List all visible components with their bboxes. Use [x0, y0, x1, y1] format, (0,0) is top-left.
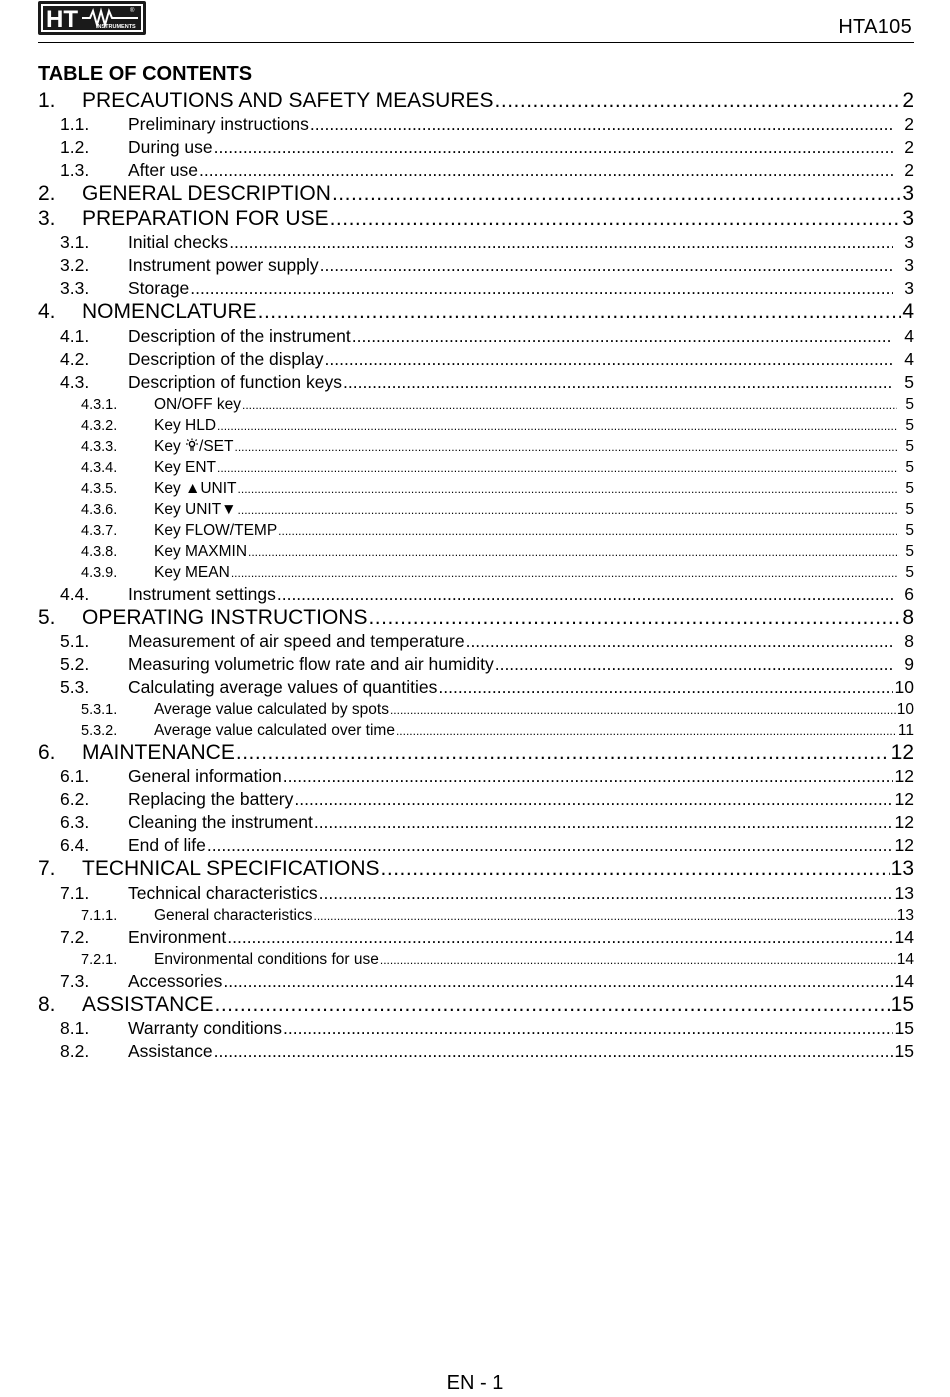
toc-entry-title [82, 182, 331, 206]
toc-entry[interactable] [38, 182, 914, 206]
toc-entry-page: 12 [894, 789, 914, 810]
dot-leader [214, 993, 889, 1017]
toc-entry-title-text: Warranty conditions [128, 1018, 282, 1039]
toc-entry-number: 8. [38, 992, 56, 1016]
dot-leader [368, 606, 901, 630]
toc-entry-title [82, 857, 380, 881]
toc-entry-page: 15 [894, 1041, 914, 1062]
toc-entry-title-text: OPERATING INSTRUCTIONS [82, 605, 368, 629]
toc-entry-number: 1. [38, 89, 56, 112]
toc-entry-title [154, 949, 379, 970]
toc-entry-title-text: Assistance [128, 1041, 213, 1062]
toc-entry-title [82, 741, 235, 765]
dot-leader [217, 416, 897, 436]
toc-entry[interactable] [38, 720, 914, 741]
toc-entry-number: 5.3.1. [81, 701, 118, 718]
toc-entry-number: 4.3.1. [81, 396, 118, 413]
dot-leader [223, 970, 893, 993]
toc-entry-title [128, 325, 351, 348]
toc-entry-page: 3 [902, 182, 914, 206]
toc-entry-title [128, 583, 276, 606]
toc-entry-page: 12 [894, 835, 914, 856]
toc-entry-title-text: Key ▲UNIT [154, 479, 237, 497]
toc-entry-number: 3.2. [60, 255, 90, 276]
toc-entry-number: 4.3.8. [81, 543, 118, 560]
toc-entry-page: 12 [894, 812, 914, 833]
toc-entry-page: 4 [904, 325, 914, 346]
dot-leader [190, 277, 893, 300]
dot-leader [390, 700, 896, 720]
toc-entry-title-text: Average value calculated by spots [154, 700, 389, 718]
toc-entry-page: 4 [904, 348, 914, 369]
dot-leader [248, 542, 897, 562]
toc-entry-title [128, 882, 318, 905]
toc-entry-page: 2 [902, 89, 914, 112]
toc-entry-page: 5 [905, 542, 914, 560]
toc-entry-number: 4.2. [60, 348, 90, 369]
toc-entry-page: 5 [905, 416, 914, 434]
toc-entry-title-text: Accessories [128, 970, 223, 991]
toc-entry-number: 4.1. [60, 325, 90, 346]
toc-entry-title [154, 457, 216, 478]
dot-leader [310, 113, 893, 136]
dot-leader [238, 500, 897, 520]
toc-entry-title [82, 993, 213, 1017]
toc-entry[interactable] [38, 207, 914, 231]
toc-entry-title [128, 113, 309, 136]
toc-entry[interactable] [38, 300, 914, 324]
dot-leader [278, 521, 897, 541]
toc-entry-title-text: Description of function keys [128, 371, 342, 392]
toc-entry-number: 4.3. [60, 371, 90, 392]
svg-text:®: ® [130, 8, 135, 14]
toc-entry-title [154, 541, 247, 562]
toc-entry-number: 4.3.6. [81, 501, 118, 518]
svg-text:INSTRUMENTS: INSTRUMENTS [96, 24, 136, 30]
toc-entry[interactable] [38, 741, 914, 765]
toc-entry-page: 5 [905, 563, 914, 581]
dot-leader [319, 882, 893, 905]
dot-leader [352, 325, 893, 348]
toc-entry[interactable] [38, 231, 914, 254]
toc-entry-number: 4.3.3. [81, 438, 118, 455]
dot-leader [343, 371, 893, 394]
toc-entry-page: 8 [904, 630, 914, 651]
toc-entry-number: 4.3.5. [81, 480, 118, 497]
toc-entry-number: 3. [38, 206, 56, 230]
dot-leader [495, 653, 893, 676]
toc-entry-title-text: Storage [128, 278, 190, 299]
toc-entry-title-text: Replacing the battery [128, 789, 294, 810]
toc-entry-number: 7.2.1. [81, 951, 118, 968]
page-footer: EN - 1 [446, 1372, 504, 1394]
toc-entry[interactable] [38, 113, 914, 136]
toc-entry-title-text: Description of the instrument [128, 325, 351, 346]
toc-entry-page: 3 [904, 232, 914, 253]
dot-leader [236, 741, 890, 765]
toc-entry-title-text: ON/OFF key [154, 395, 241, 413]
toc-entry-number: 3.1. [60, 232, 90, 253]
toc-entry[interactable] [38, 676, 914, 699]
toc-entry-title [128, 653, 494, 676]
toc-entry-number: 5. [38, 605, 56, 629]
toc-entry[interactable] [38, 325, 914, 348]
toc-entry-title [154, 436, 233, 457]
toc-entry-page: 5 [905, 458, 914, 476]
toc-entry-title-text: Average value calculated over time [154, 721, 395, 739]
toc-entry-page: 11 [897, 721, 914, 739]
toc-entry-title [154, 720, 395, 741]
toc-entry-title-text: Environment [128, 926, 227, 947]
toc-entry[interactable] [38, 788, 914, 811]
dot-leader [466, 630, 893, 653]
toc-entry-number: 7.1. [60, 882, 90, 903]
toc-entry-title [128, 159, 198, 182]
toc-entry-number: 1.2. [60, 137, 90, 158]
toc-entry-title [154, 478, 237, 499]
toc-entry-title-text: NOMENCLATURE [82, 300, 257, 324]
toc-entry[interactable] [38, 394, 914, 415]
toc-entry-title-text: Measurement of air speed and temperature [128, 630, 465, 651]
toc-entry-number: 1.3. [60, 160, 90, 181]
dot-leader [314, 906, 896, 926]
toc-entry-title [128, 788, 293, 811]
toc-entry[interactable] [38, 371, 914, 394]
toc-entry-page: 14 [894, 970, 914, 991]
document-code: HTA105 [838, 16, 912, 38]
toc-entry-title-suffix: /SET [199, 437, 234, 455]
toc-entry-title [82, 89, 494, 113]
toc-entry[interactable] [38, 89, 914, 113]
toc-entry-number: 3.3. [60, 278, 90, 299]
toc-entry-page: 6 [904, 583, 914, 604]
toc-entry-title-text: Key MAXMIN [154, 542, 248, 560]
toc-entry[interactable] [38, 834, 914, 857]
toc-entry-page: 15 [894, 1018, 914, 1039]
toc-entry[interactable] [38, 926, 914, 949]
toc-entry-title [154, 520, 277, 541]
toc-entry[interactable] [38, 949, 914, 970]
toc-entry[interactable] [38, 1040, 914, 1063]
toc-entry[interactable] [38, 562, 914, 583]
svg-text:HT: HT [46, 6, 78, 33]
toc-entry-title [128, 1017, 282, 1040]
toc-entry[interactable] [38, 457, 914, 478]
dot-leader [283, 765, 893, 788]
toc-entry-title-text: Technical characteristics [128, 882, 318, 903]
dot-leader [238, 479, 897, 499]
toc-entry-title [128, 834, 206, 857]
toc-entry-title-text: ASSISTANCE [82, 992, 214, 1016]
toc-entry[interactable] [38, 606, 914, 630]
toc-entry-page: 5 [905, 521, 914, 539]
dot-leader [214, 136, 893, 159]
toc-entry-title [128, 348, 324, 371]
toc-entry-title-text: General information [128, 766, 282, 787]
toc-entry-title-text: Initial checks [128, 232, 229, 253]
toc-entry[interactable] [38, 436, 914, 457]
dot-leader [320, 254, 893, 277]
dot-leader [380, 950, 896, 970]
page-header [38, 0, 914, 43]
toc-entry-page: 13 [896, 906, 914, 924]
toc-entry[interactable] [38, 159, 914, 182]
toc-entry[interactable] [38, 699, 914, 720]
table-of-contents [38, 89, 914, 1063]
toc-entry-number: 7.1.1. [81, 907, 118, 924]
toc-entry-page: 2 [904, 114, 914, 135]
toc-entry-number: 5.3.2. [81, 722, 118, 739]
toc-entry-title-text: End of life [128, 835, 206, 856]
dot-leader [231, 563, 897, 583]
dot-leader [438, 676, 893, 699]
toc-entry-title-text: Cleaning the instrument [128, 812, 313, 833]
toc-entry-page: 14 [896, 950, 914, 968]
toc-entry-title-text: Description of the display [128, 348, 324, 369]
toc-entry-number: 7.3. [60, 970, 90, 991]
toc-entry-number: 4.3.4. [81, 459, 118, 476]
toc-entry-title-text: Calculating average values of quantities [128, 676, 438, 697]
toc-entry[interactable] [38, 499, 914, 520]
toc-entry[interactable] [38, 993, 914, 1017]
toc-entry-number: 6.3. [60, 812, 90, 833]
toc-entry[interactable] [38, 1017, 914, 1040]
toc-entry-title [128, 254, 319, 277]
toc-entry[interactable] [38, 583, 914, 606]
toc-entry-title [128, 1040, 213, 1063]
toc-entry-title [128, 926, 226, 949]
toc-entry-number: 4.3.7. [81, 522, 118, 539]
toc-entry-title [128, 136, 213, 159]
toc-entry-title-text: Instrument power supply [128, 255, 319, 276]
toc-entry-title [128, 231, 228, 254]
toc-entry-number: 7.2. [60, 926, 90, 947]
toc-entry-number: 8.1. [60, 1018, 90, 1039]
toc-entry-number: 4.3.2. [81, 417, 118, 434]
toc-entry-title-text: Key UNIT▼ [154, 500, 237, 518]
toc-entry-number: 5.3. [60, 676, 90, 697]
toc-entry-title-text: Preliminary instructions [128, 114, 309, 135]
dot-leader [330, 207, 902, 231]
toc-entry[interactable] [38, 630, 914, 653]
toc-entry[interactable] [38, 882, 914, 905]
toc-entry-page: 12 [890, 740, 914, 764]
toc-entry-page: 13 [894, 882, 914, 903]
dot-leader [314, 811, 893, 834]
toc-entry-title-text: PREPARATION FOR USE [82, 206, 329, 230]
toc-entry[interactable] [38, 970, 914, 993]
dot-leader [332, 182, 901, 206]
dot-leader [214, 1040, 893, 1063]
toc-entry-number: 4.4. [60, 583, 90, 604]
toc-entry-title-text: Instrument settings [128, 583, 276, 604]
toc-entry-title [128, 811, 313, 834]
toc-entry-number: 4. [38, 300, 56, 324]
toc-entry-title-text: Measuring volumetric flow rate and air humidity [128, 653, 494, 674]
toc-entry[interactable] [38, 520, 914, 541]
toc-entry-number: 8.2. [60, 1041, 90, 1062]
toc-entry-title [154, 415, 216, 436]
dot-leader [381, 857, 890, 881]
toc-entry-page: 3 [904, 278, 914, 299]
toc-entry[interactable] [38, 905, 914, 926]
toc-entry-title [82, 207, 329, 231]
dot-leader [495, 89, 902, 113]
toc-title: TABLE OF CONTENTS [38, 63, 253, 85]
toc-entry-title [128, 630, 465, 653]
toc-entry-title-text: Key MEAN [154, 563, 230, 581]
dot-leader [217, 458, 897, 478]
toc-entry-number: 5.2. [60, 653, 90, 674]
toc-entry-title-text: Key HLD [154, 416, 217, 434]
toc-entry[interactable] [38, 811, 914, 834]
dot-leader [227, 926, 893, 949]
toc-entry-title [154, 394, 241, 415]
toc-entry-title [128, 765, 282, 788]
toc-entry-title-text: PRECAUTIONS AND SAFETY MEASURES [82, 89, 494, 112]
toc-entry-number: 2. [38, 182, 56, 206]
toc-entry[interactable] [38, 765, 914, 788]
toc-entry-title-text: Key FLOW/TEMP [154, 521, 278, 539]
toc-entry-page: 5 [905, 395, 914, 413]
toc-entry-title [128, 277, 189, 300]
toc-entry-title-text: General characteristics [154, 906, 313, 924]
toc-entry-title [154, 699, 389, 720]
backlight-icon [185, 438, 199, 453]
toc-entry[interactable] [38, 478, 914, 499]
dot-leader [283, 1017, 893, 1040]
toc-entry-title [154, 499, 237, 520]
toc-entry-page: 13 [890, 857, 914, 881]
toc-entry-number: 6.1. [60, 766, 90, 787]
toc-entry-number: 1.1. [60, 114, 90, 135]
toc-entry[interactable] [38, 277, 914, 300]
dot-leader [234, 437, 897, 457]
toc-entry-page: 5 [905, 479, 914, 497]
toc-entry-title-text: MAINTENANCE [82, 740, 235, 764]
toc-entry-title [128, 970, 222, 993]
dot-leader [277, 583, 893, 606]
toc-entry-title-text: Environmental conditions for use [154, 950, 379, 968]
toc-entry-title [128, 371, 342, 394]
toc-entry-title [128, 676, 437, 699]
toc-entry-page: 2 [904, 160, 914, 181]
toc-entry-page: 14 [894, 926, 914, 947]
toc-entry-number: 6.4. [60, 835, 90, 856]
toc-entry[interactable] [38, 857, 914, 881]
toc-entry-title-text: GENERAL DESCRIPTION [82, 182, 331, 206]
toc-entry-title [82, 300, 257, 324]
toc-entry-page: 4 [902, 300, 914, 324]
toc-entry[interactable] [38, 541, 914, 562]
toc-entry-title-text: During use [128, 137, 213, 158]
dot-leader [258, 300, 902, 324]
toc-entry-page: 10 [894, 676, 914, 697]
dot-leader [396, 721, 897, 741]
toc-entry-title-text: TECHNICAL SPECIFICATIONS [82, 857, 380, 881]
toc-entry-page: 5 [905, 437, 914, 455]
toc-entry-page: 3 [902, 206, 914, 230]
ht-instruments-logo [38, 1, 146, 35]
toc-entry-page: 12 [894, 766, 914, 787]
toc-entry-title-text: Key ENT [154, 458, 217, 476]
toc-entry[interactable] [38, 653, 914, 676]
toc-entry[interactable] [38, 254, 914, 277]
toc-entry-page: 5 [905, 500, 914, 518]
toc-entry-number: 7. [38, 857, 56, 881]
toc-entry-page: 3 [904, 255, 914, 276]
dot-leader [199, 159, 893, 182]
toc-entry-page: 9 [904, 653, 914, 674]
dot-leader [207, 834, 893, 857]
dot-leader [242, 395, 897, 415]
toc-entry-title-text: Key [154, 437, 181, 455]
toc-entry-title [154, 905, 313, 926]
toc-entry-number: 6. [38, 740, 56, 764]
dot-leader [325, 348, 893, 371]
toc-entry-number: 5.1. [60, 630, 90, 651]
toc-entry[interactable] [38, 415, 914, 436]
toc-entry-title-text: After use [128, 160, 199, 181]
toc-entry-page: 5 [904, 371, 914, 392]
toc-entry[interactable] [38, 348, 914, 371]
toc-entry-page: 8 [902, 605, 914, 629]
dot-leader [229, 231, 893, 254]
toc-entry-page: 10 [896, 700, 914, 718]
toc-entry-page: 15 [890, 992, 914, 1016]
toc-entry[interactable] [38, 136, 914, 159]
toc-entry-title [82, 606, 367, 630]
toc-entry-page: 2 [904, 137, 914, 158]
toc-entry-title [154, 562, 230, 583]
toc-entry-number: 4.3.9. [81, 564, 118, 581]
toc-entry-number: 6.2. [60, 789, 90, 810]
dot-leader [294, 788, 893, 811]
